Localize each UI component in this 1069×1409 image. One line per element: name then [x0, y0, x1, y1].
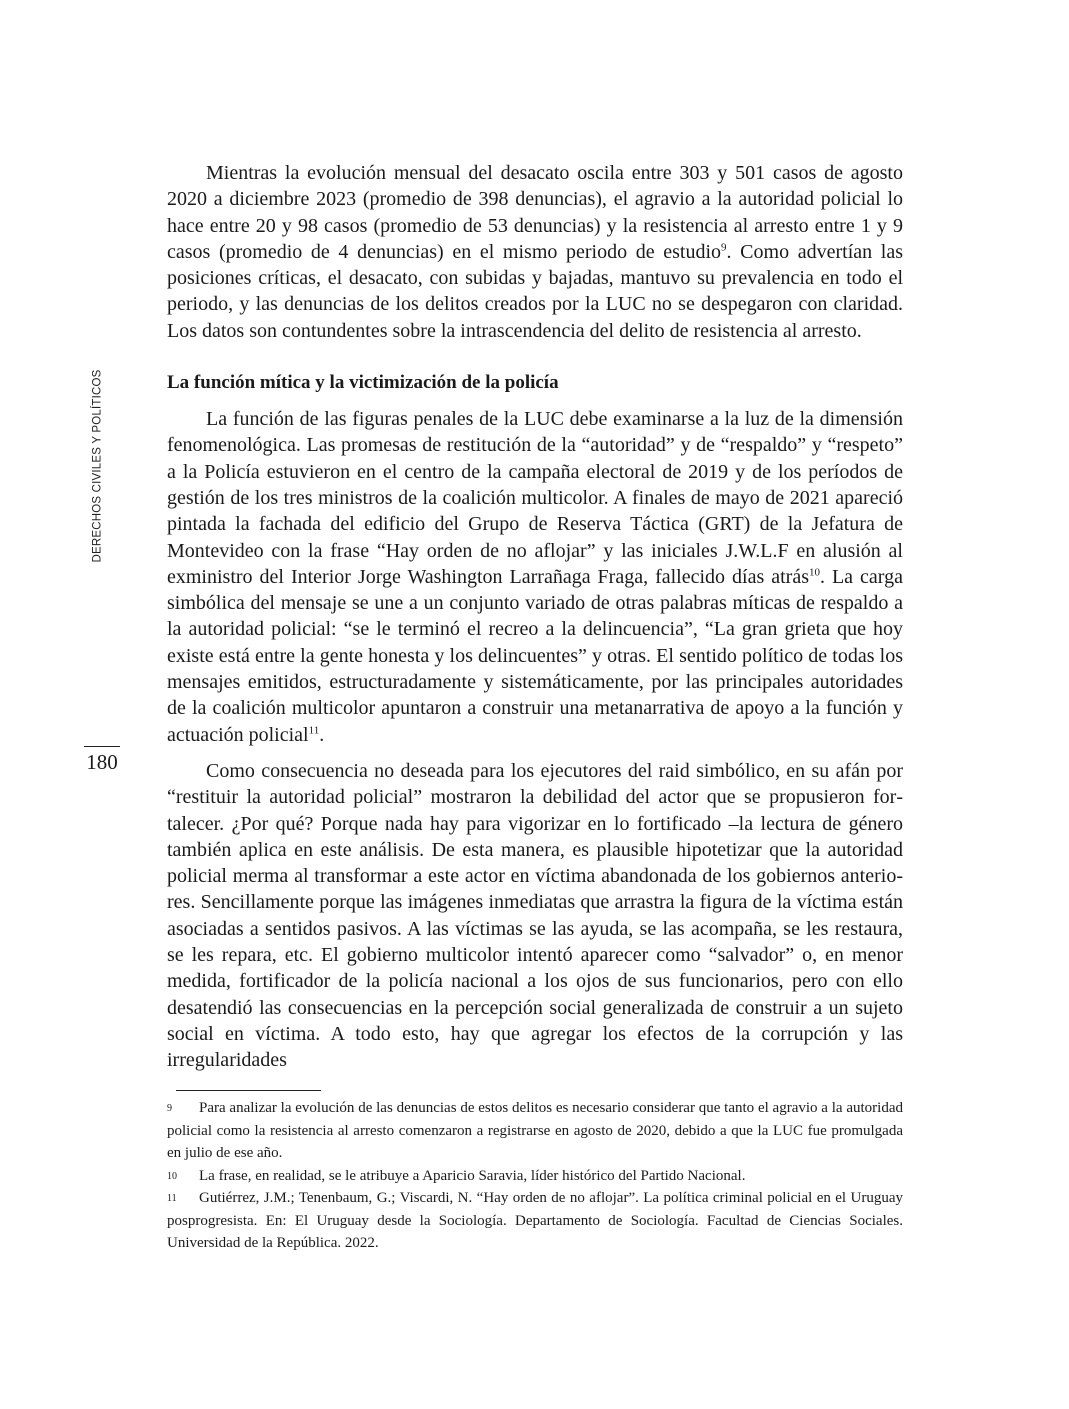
- footnote-text: Gutiérrez, J.M.; Tenenbaum, G.; Viscardi, N. “Hay orden de no aflojar”. La política criminal policial en el Uruguay posprogresista. En: El Uruguay desde la Sociología. Departamento de Sociología. Facultad de Ciencias Sociales. Universidad de la República. 2022.: [167, 1190, 903, 1251]
- paragraph-1-end: . Como advertían las posiciones críticas, el desacato, con subidas y bajadas, mantuvo su prevalencia en todo el periodo, y las denuncias de los delitos creados por la LUC no se despegaron con claridad. Los datos son contundentes sobre la intrascendencia del delito de resistencia al arresto.: [167, 240, 903, 342]
- page-number-rule: [84, 746, 120, 747]
- footnote-ref-10[interactable]: 10: [808, 566, 820, 579]
- paragraph-3: Como consecuencia no deseada para los ejecutores del raid simbólico, en su afán por “restituir la autoridad policial” mostraron la debilidad del actor que se propusieron fortalecer. ¿Por qué? Porque nada hay para vigorizar en lo fortificado –la lectura de género también aplica en este análisis. De esta manera, es plausible hipotetizar que la autoridad policial merma al transformar a este actor en víctima abandonada de los gobiernos anteriores. Sencillamente porque las imágenes inmediatas que arrastra la figura de la víctima están asociadas a sentidos pasivos. A las víctimas se las ayuda, se las acompaña, se les restaura, se les repara, etc. El gobierno multicolor intentó aparecer como “salvador” o, en menor medida, fortificador de la policía nacional a los ojos de sus funcionarios, pero con ello desatendió las consecuencias en la percepción social generalizada de construir a un sujeto social en víctima. A todo esto, hay que agregar los efectos de la corrupción y las irregularidades: [167, 759, 903, 1072]
- footnotes: [167, 1097, 903, 1255]
- paragraph-2-mid: . La carga simbólica del mensaje se une a un conjunto variado de otras palabras míticas de respaldo a la autoridad policial: “se le terminó el recreo a la delincuencia”, “La gran grieta que hoy existe está entre la gente honesta y los delincuentes” y otras. El sentido político de todas los mensajes emitidos, estructuradamente y sistemáticamente, por las principales autoridades de la coalición multicolor apuntaron a construir una metanarrativa de apoyo a la función y actuación policial: [167, 565, 903, 746]
- section-heading: La función mítica y la victimización de la policía: [167, 372, 559, 394]
- footnote-10: [167, 1165, 903, 1188]
- running-header-text: DERECHOS CIVILES Y POLÍTICOS: [92, 369, 105, 563]
- paragraph-1: [167, 160, 903, 344]
- footnote-ref-9[interactable]: 9: [721, 241, 727, 254]
- footnote-9: [167, 1097, 903, 1165]
- footnote-number: 9: [167, 1103, 172, 1114]
- paragraph-1-text: Mientras la evolución mensual del desacato oscila entre 303 y 501 casos de agosto 2020 a diciembre 2023 (promedio de 398 denuncias), el agravio a la autoridad policial lo hace entre 20 y 98 casos (promedio de 53 denuncias) y la resistencia al arresto entre 1 y 9 casos (promedio de 4 denuncias) en el mismo periodo de estudio: [167, 162, 903, 263]
- footnote-separator: [176, 1090, 321, 1091]
- running-header: [83, 370, 113, 562]
- paragraph-2-text: La función de las figuras penales de la LUC debe examinarse a la luz de la dimensión fenomenológica. Las promesas de restitución de la “autoridad” y de “respaldo” y “respeto” a la Policía estuvieron en el centro de la campaña electoral de 2019 y de los períodos de gestión de los tres ministros de la coalición multicolor. A finales de mayo de 2021 apareció pintada la fachada del edificio del Grupo de Reserva Táctica (GRT) de la Jefatura de Montevideo con la frase “Hay orden de no aflojar” y las iniciales J.W.L.F en alusión al exministro del Interior Jorge Washington Larrañaga Fraga, fallecido días atrás: [167, 408, 903, 588]
- footnote-ref-11[interactable]: 11: [308, 723, 320, 736]
- paragraph-2-end: .: [319, 723, 325, 746]
- page-number: 180: [86, 750, 118, 774]
- footnote-number: 10: [167, 1170, 177, 1182]
- footnote-text: La frase, en realidad, se le atribuye a Aparicio Saravia, líder histórico del Partido Nacional.: [199, 1167, 746, 1184]
- footnote-11: [167, 1187, 903, 1255]
- footnote-number: 11: [167, 1193, 177, 1204]
- paragraph-2: [167, 406, 903, 748]
- main-text: [167, 160, 903, 1074]
- footnote-text: Para analizar la evolución de las denuncias de estos delitos es necesario considerar que tanto el agravio a la autoridad policial como la resistencia al arresto comenzaron a registrarse en agosto de 2020, debido a que la LUC fue promulgada en julio de ese año.: [167, 1100, 903, 1161]
